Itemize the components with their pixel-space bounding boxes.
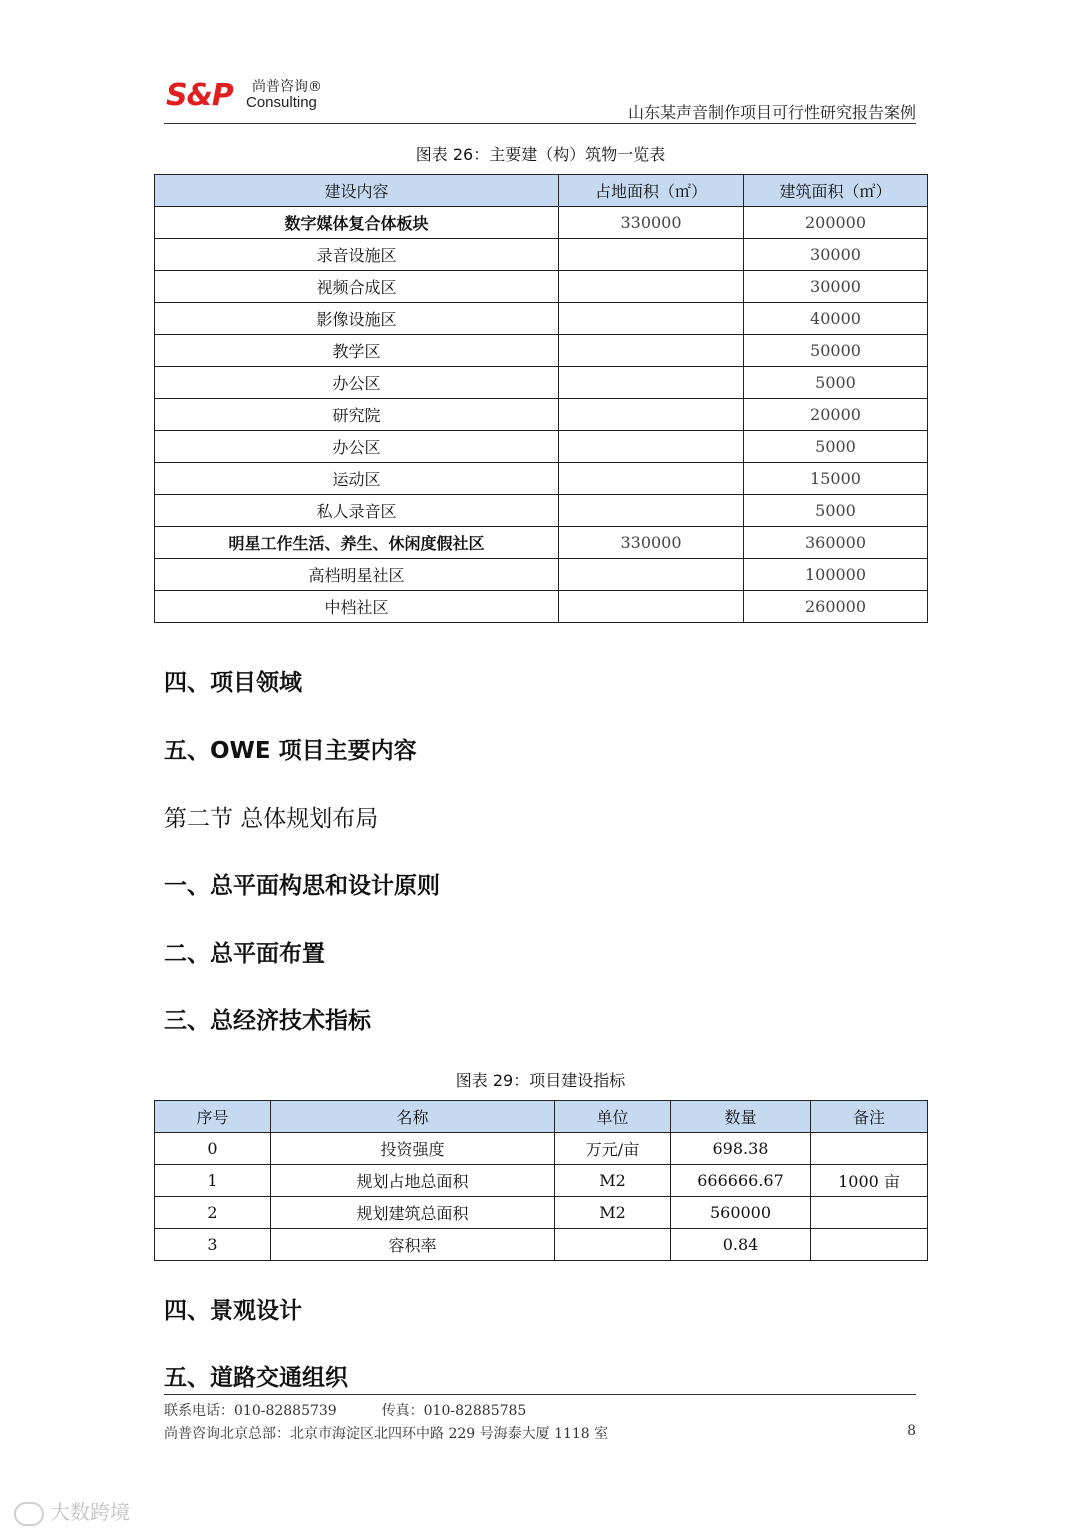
section-heading: 五、OWE 项目主要内容 bbox=[164, 738, 417, 764]
column-header: 单位 bbox=[555, 1101, 671, 1133]
section-heading: 一、总平面构思和设计原则 bbox=[164, 873, 440, 899]
table-row bbox=[155, 271, 928, 303]
section-heading: 三、总经济技术指标 bbox=[164, 1008, 371, 1034]
table-cell: 260000 bbox=[744, 591, 928, 623]
section-heading: 四、项目领域 bbox=[164, 670, 302, 696]
table-cell: 1 bbox=[155, 1165, 271, 1197]
table-cell bbox=[559, 239, 744, 271]
table-cell: 录音设施区 bbox=[155, 239, 559, 271]
table-row bbox=[155, 1197, 928, 1229]
table-cell: 5000 bbox=[744, 367, 928, 399]
logo-english-name: Consulting bbox=[246, 94, 317, 111]
table-cell bbox=[559, 367, 744, 399]
table-cell: 15000 bbox=[744, 463, 928, 495]
column-header: 数量 bbox=[671, 1101, 811, 1133]
footer-fax: 传真：010-82885785 bbox=[381, 1403, 527, 1419]
table-cell bbox=[811, 1133, 928, 1165]
column-header: 名称 bbox=[271, 1101, 555, 1133]
table-cell: 1000 亩 bbox=[811, 1165, 928, 1197]
table-cell: 40000 bbox=[744, 303, 928, 335]
table-row bbox=[155, 303, 928, 335]
logo-chinese-name: 尚普咨询® bbox=[252, 79, 322, 95]
table-cell bbox=[555, 1229, 671, 1261]
page-number: 8 bbox=[907, 1423, 916, 1439]
table-row bbox=[155, 495, 928, 527]
table-row bbox=[155, 431, 928, 463]
table-cell bbox=[811, 1197, 928, 1229]
table-cell: 3 bbox=[155, 1229, 271, 1261]
table-cell: 360000 bbox=[744, 527, 928, 559]
table-cell: 万元/亩 bbox=[555, 1133, 671, 1165]
table-cell bbox=[559, 591, 744, 623]
table-row bbox=[155, 1133, 928, 1165]
table2-caption: 图表 29：项目建设指标 bbox=[455, 1071, 626, 1090]
indicators-table bbox=[154, 1100, 928, 1261]
section-heading: 四、景观设计 bbox=[164, 1298, 302, 1324]
table-header-row bbox=[155, 1101, 928, 1133]
table-row bbox=[155, 591, 928, 623]
table-cell bbox=[559, 271, 744, 303]
footer-phone: 联系电话：010-82885739 bbox=[164, 1403, 337, 1419]
table-cell bbox=[559, 335, 744, 367]
table-row bbox=[155, 399, 928, 431]
table-cell: M2 bbox=[555, 1197, 671, 1229]
table-row bbox=[155, 1165, 928, 1197]
table-row bbox=[155, 527, 928, 559]
table-cell: 666666.67 bbox=[671, 1165, 811, 1197]
chapter-heading: 第二节 总体规划布局 bbox=[164, 806, 379, 832]
table-cell: 影像设施区 bbox=[155, 303, 559, 335]
table-cell: 规划占地总面积 bbox=[271, 1165, 555, 1197]
table-cell: 运动区 bbox=[155, 463, 559, 495]
table-cell: M2 bbox=[555, 1165, 671, 1197]
buildings-table bbox=[154, 174, 928, 623]
column-header: 建筑面积（㎡） bbox=[744, 175, 928, 207]
column-header: 占地面积（㎡） bbox=[559, 175, 744, 207]
table-row bbox=[155, 1229, 928, 1261]
table-row bbox=[155, 207, 928, 239]
table-cell bbox=[559, 431, 744, 463]
table-cell: 698.38 bbox=[671, 1133, 811, 1165]
column-header: 备注 bbox=[811, 1101, 928, 1133]
table-cell: 20000 bbox=[744, 399, 928, 431]
table-cell: 0.84 bbox=[671, 1229, 811, 1261]
watermark-text: 大数跨境 bbox=[50, 1500, 130, 1524]
table-cell: 教学区 bbox=[155, 335, 559, 367]
table-cell bbox=[559, 303, 744, 335]
document-title: 山东某声音制作项目可行性研究报告案例 bbox=[627, 103, 916, 122]
table-cell: 2 bbox=[155, 1197, 271, 1229]
company-logo bbox=[166, 76, 336, 116]
column-header: 序号 bbox=[155, 1101, 271, 1133]
table-cell: 330000 bbox=[559, 527, 744, 559]
watermark bbox=[14, 1496, 130, 1526]
table-cell: 330000 bbox=[559, 207, 744, 239]
table-cell: 办公区 bbox=[155, 431, 559, 463]
footer-contact bbox=[164, 1400, 526, 1420]
table-cell: 中档社区 bbox=[155, 591, 559, 623]
table-cell: 50000 bbox=[744, 335, 928, 367]
table-cell bbox=[559, 559, 744, 591]
table-cell: 视频合成区 bbox=[155, 271, 559, 303]
table-cell: 5000 bbox=[744, 495, 928, 527]
table1-caption: 图表 26：主要建（构）筑物一览表 bbox=[415, 145, 666, 164]
table-cell bbox=[559, 399, 744, 431]
table-cell: 投资强度 bbox=[271, 1133, 555, 1165]
table-cell: 办公区 bbox=[155, 367, 559, 399]
table-row bbox=[155, 367, 928, 399]
table-cell: 5000 bbox=[744, 431, 928, 463]
table-cell: 200000 bbox=[744, 207, 928, 239]
table-row bbox=[155, 559, 928, 591]
footer-address: 尚普咨询北京总部：北京市海淀区北四环中路 229 号海泰大厦 1118 室 bbox=[164, 1426, 609, 1442]
table-cell: 高档明星社区 bbox=[155, 559, 559, 591]
table-cell bbox=[811, 1229, 928, 1261]
table-cell: 0 bbox=[155, 1133, 271, 1165]
table-row bbox=[155, 239, 928, 271]
table-cell: 明星工作生活、养生、休闲度假社区 bbox=[155, 527, 559, 559]
section-heading: 二、总平面布置 bbox=[164, 941, 325, 967]
table-cell: 数字媒体复合体板块 bbox=[155, 207, 559, 239]
footer-divider bbox=[164, 1394, 916, 1395]
table-cell: 560000 bbox=[671, 1197, 811, 1229]
table-cell: 研究院 bbox=[155, 399, 559, 431]
table-cell: 规划建筑总面积 bbox=[271, 1197, 555, 1229]
table-row bbox=[155, 463, 928, 495]
section-heading: 五、道路交通组织 bbox=[164, 1365, 348, 1391]
table-header-row bbox=[155, 175, 928, 207]
logo-mark: S&P bbox=[166, 78, 233, 113]
watermark-icon bbox=[14, 1502, 44, 1526]
table-cell: 100000 bbox=[744, 559, 928, 591]
table-cell: 私人录音区 bbox=[155, 495, 559, 527]
table-cell: 30000 bbox=[744, 271, 928, 303]
table-cell: 30000 bbox=[744, 239, 928, 271]
header-divider bbox=[164, 123, 916, 124]
column-header: 建设内容 bbox=[155, 175, 559, 207]
table-cell: 容积率 bbox=[271, 1229, 555, 1261]
table-row bbox=[155, 335, 928, 367]
table-cell bbox=[559, 463, 744, 495]
table-cell bbox=[559, 495, 744, 527]
